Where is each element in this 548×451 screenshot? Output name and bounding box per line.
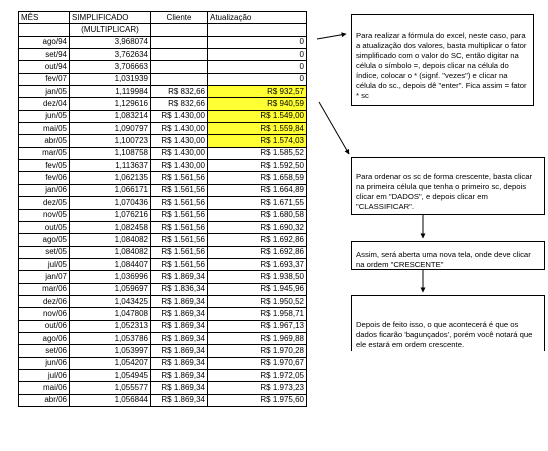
cell-fator: 1,082458 — [70, 221, 151, 233]
cell-mes: out/05 — [19, 221, 70, 233]
cell-mes: fev/05 — [19, 160, 70, 172]
cell-fator: 1,083214 — [70, 110, 151, 122]
cell-mes: dez/05 — [19, 197, 70, 209]
cell-fator: 1,055577 — [70, 382, 151, 394]
window-note-text: Assim, será aberta uma nova tela, onde deve clicar na ordem "CRESCENTE" — [356, 250, 531, 269]
header-simplificado: SIMPLIFICADO — [70, 12, 151, 24]
subheader-multiplicar: (MULTIPLICAR) — [70, 24, 151, 36]
sort-note — [351, 157, 545, 215]
cell-cliente: R$ 1.430,00 — [151, 123, 208, 135]
cell-fator: 1,119984 — [70, 86, 151, 98]
cell-atualizacao: 0 — [208, 49, 307, 61]
cell-atualizacao: R$ 1.938,50 — [208, 271, 307, 283]
cell-cliente: R$ 1.836,34 — [151, 283, 208, 295]
cell-cliente: R$ 832,66 — [151, 86, 208, 98]
cell-atualizacao: 0 — [208, 36, 307, 48]
cell-cliente: R$ 1.869,34 — [151, 345, 208, 357]
cell-fator: 1,056844 — [70, 394, 151, 406]
cell-fator: 1,066171 — [70, 184, 151, 196]
cell-cliente: R$ 1.561,56 — [151, 221, 208, 233]
cell-fator: 1,070436 — [70, 197, 151, 209]
cell-atualizacao: R$ 1.970,67 — [208, 357, 307, 369]
cell-cliente: R$ 1.561,56 — [151, 234, 208, 246]
cell-fator: 3,706663 — [70, 61, 151, 73]
cell-fator: 1,052313 — [70, 320, 151, 332]
cell-mes: abr/06 — [19, 394, 70, 406]
cell-fator: 1,031939 — [70, 73, 151, 85]
cell-fator: 1,053786 — [70, 332, 151, 344]
cell-cliente: R$ 1.561,56 — [151, 184, 208, 196]
cell-atualizacao: R$ 1.592,50 — [208, 160, 307, 172]
cell-fator: 1,047808 — [70, 308, 151, 320]
cell-atualizacao: R$ 1.664,89 — [208, 184, 307, 196]
cell-atualizacao: R$ 1.969,88 — [208, 332, 307, 344]
cell-mes: jan/06 — [19, 184, 70, 196]
cell-atualizacao: R$ 932,57 — [208, 86, 307, 98]
cell-mes: mai/06 — [19, 382, 70, 394]
cell-fator: 1,084082 — [70, 234, 151, 246]
cell-atualizacao: R$ 1.958,71 — [208, 308, 307, 320]
cell-mes: out/94 — [19, 61, 70, 73]
cell-cliente: R$ 1.869,34 — [151, 320, 208, 332]
arrow-to-sort-note — [319, 102, 349, 154]
cell-fator: 1,062135 — [70, 172, 151, 184]
cell-mes: jan/05 — [19, 86, 70, 98]
cell-fator: 1,053997 — [70, 345, 151, 357]
cell-mes: mar/05 — [19, 147, 70, 159]
arrow-to-formula-note — [317, 34, 346, 39]
cell-atualizacao: R$ 1.690,32 — [208, 221, 307, 233]
cell-atualizacao: R$ 1.970,28 — [208, 345, 307, 357]
cell-atualizacao: R$ 1.680,58 — [208, 209, 307, 221]
cell-atualizacao: R$ 1.950,52 — [208, 295, 307, 307]
cell-fator: 1,054207 — [70, 357, 151, 369]
result-note-text: Depois de feito isso, o que acontecerá é que os dados ficarão 'bagunçados', porém você notará que ele estará em ordem crescente. — [356, 320, 533, 349]
cell-mes: abr/05 — [19, 135, 70, 147]
formula-note-text: Para realizar a fórmula do excel, neste caso, para a atualização dos valores, basta multiplicar o fator simplificado com o valor do SC, então digitar na célula o símbolo =, depois clicar na célula do índice, colocar o * (signf. "vezes") e clicar na célula do sc., depois dê "enter". Fica assim = fator * sc — [356, 31, 527, 100]
cell-atualizacao: R$ 1.692,86 — [208, 234, 307, 246]
cell-atualizacao: R$ 1.549,00 — [208, 110, 307, 122]
cell-fator: 1,084082 — [70, 246, 151, 258]
cell-atualizacao: R$ 1.658,59 — [208, 172, 307, 184]
header-cliente: Cliente — [151, 12, 208, 24]
sort-note-text: Para ordenar os sc de forma crescente, basta clicar na primeira célula que tenha o primeiro sc, depois clicar em "DADOS", e depois clicar em "CLASSIFICAR". — [356, 172, 533, 211]
cell-cliente: R$ 1.430,00 — [151, 110, 208, 122]
cell-cliente: R$ 1.430,00 — [151, 160, 208, 172]
result-note — [351, 295, 545, 351]
cell-fator: 1,036996 — [70, 271, 151, 283]
formula-note — [351, 14, 534, 106]
cell-fator: 1,059697 — [70, 283, 151, 295]
header-mes: MÊS — [19, 12, 70, 24]
cell-fator: 1,054945 — [70, 369, 151, 381]
cell-cliente: R$ 1.430,00 — [151, 147, 208, 159]
cell-cliente: R$ 1.869,34 — [151, 357, 208, 369]
cell-mes: jun/06 — [19, 357, 70, 369]
cell-cliente: R$ 1.869,34 — [151, 332, 208, 344]
cell-atualizacao: R$ 1.945,96 — [208, 283, 307, 295]
cell-mes: ago/05 — [19, 234, 70, 246]
cell-cliente: R$ 1.430,00 — [151, 135, 208, 147]
cell-atualizacao: 0 — [208, 61, 307, 73]
cell-fator: 1,100723 — [70, 135, 151, 147]
cell-mes: dez/04 — [19, 98, 70, 110]
cell-fator: 1,113637 — [70, 160, 151, 172]
cell-mes: jul/06 — [19, 369, 70, 381]
cell-mes: fev/06 — [19, 172, 70, 184]
cell-fator: 1,076216 — [70, 209, 151, 221]
window-note — [351, 241, 545, 270]
cell-mes: set/06 — [19, 345, 70, 357]
cell-mes: dez/06 — [19, 295, 70, 307]
cell-atualizacao: R$ 1.692,86 — [208, 246, 307, 258]
cell-cliente: R$ 1.561,56 — [151, 258, 208, 270]
cell-atualizacao: R$ 1.693,37 — [208, 258, 307, 270]
cell-mes: fev/07 — [19, 73, 70, 85]
cell-cliente: R$ 1.869,34 — [151, 295, 208, 307]
cell-atualizacao: R$ 1.574,03 — [208, 135, 307, 147]
cell-cliente: R$ 1.561,56 — [151, 246, 208, 258]
cell-mes: jan/07 — [19, 271, 70, 283]
cell-cliente: R$ 1.869,34 — [151, 369, 208, 381]
cell-fator: 1,129616 — [70, 98, 151, 110]
cell-cliente: R$ 1.869,34 — [151, 382, 208, 394]
cell-atualizacao: R$ 940,59 — [208, 98, 307, 110]
cell-mes: nov/05 — [19, 209, 70, 221]
cell-fator: 1,084407 — [70, 258, 151, 270]
cell-atualizacao: R$ 1.975,60 — [208, 394, 307, 406]
cell-cliente: R$ 832,66 — [151, 98, 208, 110]
cell-cliente: R$ 1.869,34 — [151, 271, 208, 283]
cell-mes: out/06 — [19, 320, 70, 332]
cell-atualizacao: R$ 1.967,13 — [208, 320, 307, 332]
cell-mes: ago/06 — [19, 332, 70, 344]
cell-mes: nov/06 — [19, 308, 70, 320]
cell-cliente: R$ 1.869,34 — [151, 394, 208, 406]
cell-fator: 3,968074 — [70, 36, 151, 48]
cell-mes: jul/05 — [19, 258, 70, 270]
cell-cliente: R$ 1.561,56 — [151, 209, 208, 221]
cell-cliente: R$ 1.561,56 — [151, 172, 208, 184]
cell-atualizacao: R$ 1.972,05 — [208, 369, 307, 381]
cell-mes: mai/05 — [19, 123, 70, 135]
cell-atualizacao: R$ 1.973,23 — [208, 382, 307, 394]
cell-mes: jun/05 — [19, 110, 70, 122]
cell-cliente: R$ 1.561,56 — [151, 197, 208, 209]
cell-mes: set/94 — [19, 49, 70, 61]
cell-atualizacao: R$ 1.585,52 — [208, 147, 307, 159]
cell-mes: set/05 — [19, 246, 70, 258]
cell-mes: mar/06 — [19, 283, 70, 295]
header-atualizacao: Atualização — [208, 12, 307, 24]
cell-atualizacao: R$ 1.671,55 — [208, 197, 307, 209]
cell-mes: ago/94 — [19, 36, 70, 48]
cell-cliente: R$ 1.869,34 — [151, 308, 208, 320]
cell-atualizacao: R$ 1.559,84 — [208, 123, 307, 135]
cell-fator: 1,090797 — [70, 123, 151, 135]
cell-fator: 1,043425 — [70, 295, 151, 307]
cell-fator: 3,762634 — [70, 49, 151, 61]
cell-fator: 1,108758 — [70, 147, 151, 159]
cell-atualizacao: 0 — [208, 73, 307, 85]
